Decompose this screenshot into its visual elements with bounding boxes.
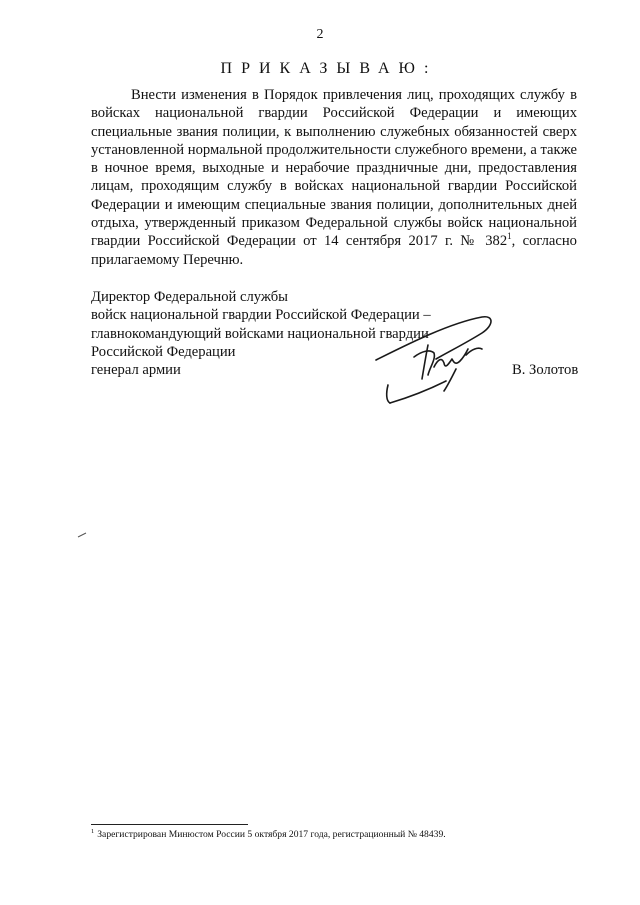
signatory-name: В. Золотов — [512, 362, 579, 378]
scan-artifact-mark — [77, 532, 87, 538]
order-heading: ПРИКАЗЫВАЮ: — [220, 60, 438, 77]
order-body-paragraph — [91, 86, 577, 269]
signatory-title-line-1: Директор Федеральной службы — [91, 289, 288, 305]
signatory-title-line-4: Российской Федерации — [91, 343, 236, 360]
footnote — [91, 829, 577, 841]
footnote-reference-mark: 1 — [507, 231, 512, 242]
order-body-text-end: , согласно прилагаемому Перечню. — [91, 233, 577, 268]
footnote-divider — [91, 824, 248, 825]
handwritten-signature-icon — [370, 305, 500, 405]
footnote-text: Зарегистрирован Минюстом России 5 октября 2017 года, регистрационный № 48439. — [97, 829, 446, 840]
page-number: 2 — [316, 27, 324, 42]
signatory-rank: генерал армии — [91, 362, 181, 379]
signatory-title-line-3: главнокомандующий войсками национальной гвардии — [91, 325, 429, 342]
order-body-text: Внести изменения в Порядок привлечения лиц, проходящих службу в войсках национальной гвардии Российской Федерации и имеющих специальные звания полиции, к выполнению служебных обязанностей сверх установленной нормальной продолжительности служебного времени, а также в ночное время, выходные и нерабочие праздничные дни, предоставления лицам, проходящим службу в войсках национальной гвардии Российской Федерации и имеющим специальные звания полиции, дополнительных дней отдыха, утвержденный приказом Федеральной службы войск национальной гвардии Российской Федерации от 14 сентября 2017 г. № 382 — [91, 87, 577, 250]
signature-block — [91, 288, 577, 379]
signatory-title-line-2: войск национальной гвардии Российской Федерации – — [91, 307, 431, 324]
footnote-mark: 1 — [91, 827, 95, 835]
